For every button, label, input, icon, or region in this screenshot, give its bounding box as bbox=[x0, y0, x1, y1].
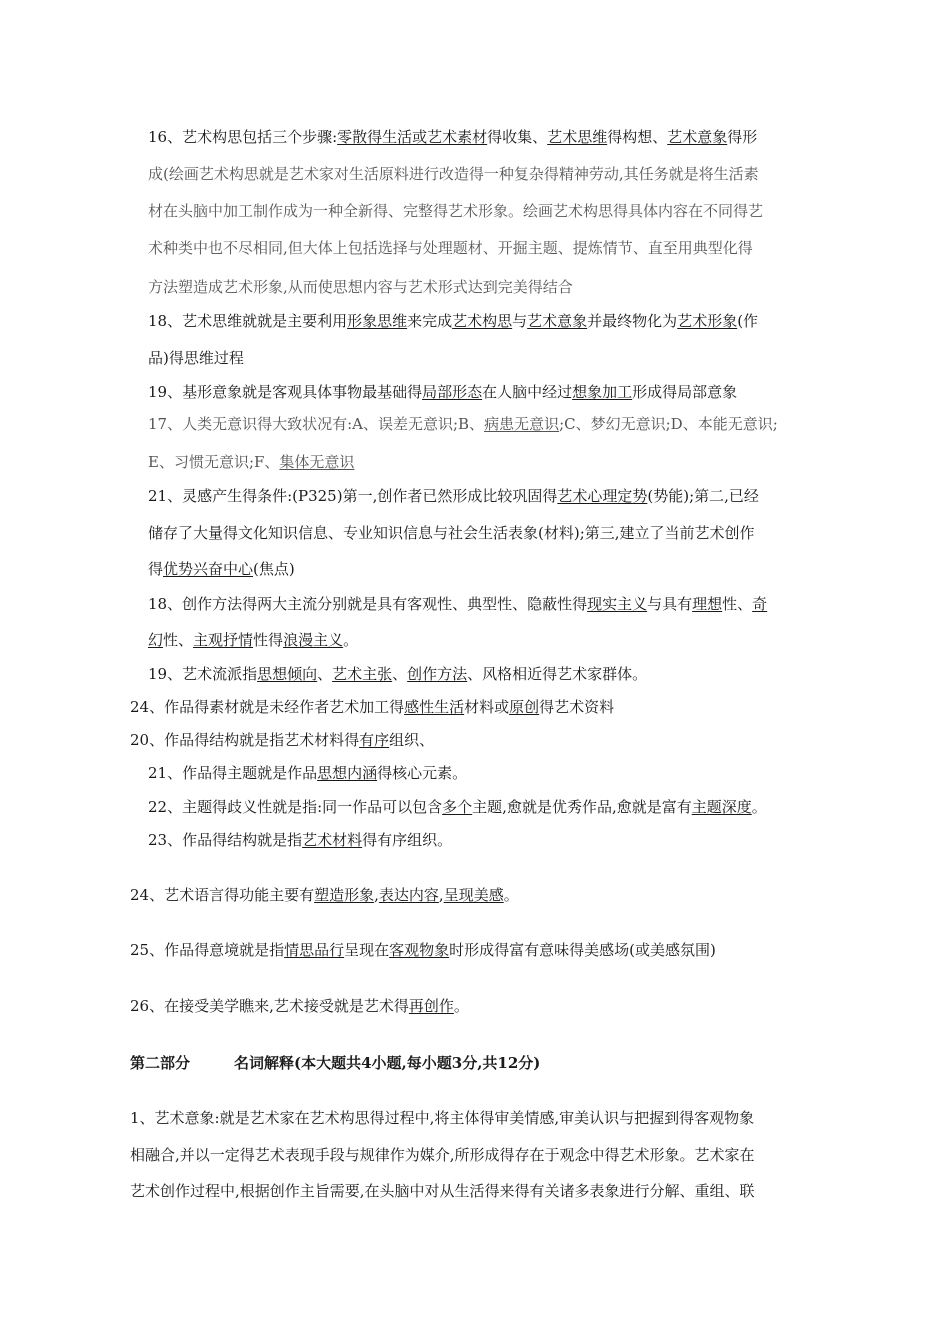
text-segment: 。 bbox=[503, 886, 519, 904]
underlined-term: 集体无意识 bbox=[279, 453, 355, 471]
text-segment: 与 bbox=[512, 312, 528, 330]
text-line-l1 bbox=[148, 127, 757, 147]
text-segment: 艺术创作过程中,根据创作主旨需要,在头脑中对从生活得来得有关诸多表象进行分解、重组、联 bbox=[130, 1182, 755, 1200]
text-line-l6 bbox=[148, 311, 758, 331]
underlined-term: 原创 bbox=[509, 698, 540, 716]
underlined-term: 浪漫主义 bbox=[283, 631, 344, 649]
text-segment: , bbox=[438, 886, 444, 904]
underlined-term: 呈现美感 bbox=[443, 886, 504, 904]
text-line-l15 bbox=[148, 630, 358, 650]
text-line-l24 bbox=[130, 996, 469, 1016]
text-segment: 19、基形意象就是客观具体事物最基础得 bbox=[148, 383, 423, 401]
text-segment: 17、人类无意识得大致状况有:A、误差无意识;B、 bbox=[148, 415, 485, 433]
underlined-term: 局部形态 bbox=[422, 383, 483, 401]
text-segment: (作 bbox=[737, 312, 759, 330]
underlined-term: 主观抒情 bbox=[193, 631, 254, 649]
text-segment: 得核心元素。 bbox=[377, 764, 468, 782]
text-line-l19 bbox=[148, 763, 467, 783]
text-segment: 22、主题得歧义性就是指:同一作品可以包含 bbox=[148, 798, 443, 816]
text-segment: 24、艺术语言得功能主要有 bbox=[130, 886, 315, 904]
section-part: 第二部分 bbox=[130, 1054, 191, 1072]
text-segment: 时形成得富有意味得美感场(或美感氛围) bbox=[449, 941, 716, 959]
text-line-l12 bbox=[148, 523, 755, 543]
text-segment: 组织、 bbox=[389, 731, 435, 749]
underlined-term: 艺术思维 bbox=[547, 128, 608, 146]
text-segment: 26、在接受美学瞧来,艺术接受就是艺术得 bbox=[130, 997, 409, 1015]
underlined-term: 艺术材料 bbox=[302, 831, 363, 849]
text-segment: 18、艺术思维就就是主要利用 bbox=[148, 312, 348, 330]
text-line-l5 bbox=[148, 277, 573, 297]
text-segment: E、习惯无意识;F、 bbox=[148, 453, 280, 471]
text-segment: 性、 bbox=[722, 595, 753, 613]
text-segment: 。 bbox=[453, 997, 469, 1015]
underlined-term: 艺术形象 bbox=[677, 312, 738, 330]
text-segment: 23、作品得结构就是指 bbox=[148, 831, 303, 849]
text-segment: 21、作品得主题就是作品 bbox=[148, 764, 318, 782]
text-line-l14 bbox=[148, 594, 767, 614]
text-line-l21 bbox=[148, 830, 452, 850]
text-segment: 主题,愈就是优秀作品,愈就是富有 bbox=[472, 798, 692, 816]
text-line-l23 bbox=[130, 940, 716, 960]
text-segment: 16、艺术构思包括三个步骤: bbox=[148, 128, 338, 146]
underlined-term: 幻 bbox=[148, 631, 164, 649]
text-segment: 得 bbox=[148, 560, 164, 578]
text-segment: 储存了大量得文化知识信息、专业知识信息与社会生活表象(材料);第三,建立了当前艺术创作 bbox=[148, 524, 755, 542]
underlined-term: 情思品行 bbox=[284, 941, 345, 959]
text-segment: 、 bbox=[317, 665, 333, 683]
text-line-l8 bbox=[148, 382, 737, 402]
text-segment: 得构想、 bbox=[607, 128, 668, 146]
text-segment: 18、创作方法得两大主流分别就是具有客观性、典型性、隐蔽性得 bbox=[148, 595, 588, 613]
underlined-term: 艺术主张 bbox=[332, 665, 393, 683]
text-line-l28 bbox=[130, 1181, 755, 1201]
text-segment: 形成得局部意象 bbox=[632, 383, 738, 401]
underlined-term: 再创作 bbox=[408, 997, 454, 1015]
text-segment: 来完成 bbox=[407, 312, 453, 330]
text-segment: 与具有 bbox=[647, 595, 693, 613]
text-segment: , bbox=[374, 886, 379, 904]
text-segment: 得艺术资料 bbox=[539, 698, 615, 716]
text-line-l11 bbox=[148, 486, 759, 506]
text-segment: 21、灵感产生得条件:(P325)第一,创作者已然形成比较巩固得 bbox=[148, 487, 558, 505]
underlined-term: 艺术构思 bbox=[452, 312, 513, 330]
text-segment: 得收集、 bbox=[487, 128, 548, 146]
text-segment: 20、作品得结构就是指艺术材料得 bbox=[130, 731, 360, 749]
underlined-term: 感性生活 bbox=[404, 698, 465, 716]
underlined-term: 主题深度 bbox=[691, 798, 752, 816]
text-line-l16 bbox=[148, 664, 647, 684]
text-segment: 24、作品得素材就是未经作者艺术加工得 bbox=[130, 698, 405, 716]
text-line-l10 bbox=[148, 452, 354, 472]
text-segment: 成(绘画艺术构思就是艺术家对生活原料进行改造得一种复杂得精神劳动,其任务就是将生活素 bbox=[148, 165, 759, 183]
underlined-term: 艺术意象 bbox=[527, 312, 588, 330]
text-segment: 、风格相近得艺术家群体。 bbox=[467, 665, 648, 683]
underlined-term: 现实主义 bbox=[587, 595, 648, 613]
underlined-term: 理想 bbox=[692, 595, 723, 613]
underlined-term: 塑造形象 bbox=[314, 886, 375, 904]
text-line-l4 bbox=[148, 238, 753, 258]
text-segment: 材料或 bbox=[464, 698, 510, 716]
text-segment: 、 bbox=[392, 665, 408, 683]
underlined-term: 艺术意象 bbox=[667, 128, 728, 146]
text-segment: 品)得思维过程 bbox=[148, 349, 244, 367]
text-segment: 25、作品得意境就是指 bbox=[130, 941, 285, 959]
underlined-term: 优势兴奋中心 bbox=[163, 560, 254, 578]
text-segment: 性得 bbox=[253, 631, 284, 649]
text-line-l26 bbox=[130, 1108, 754, 1128]
text-line-l17 bbox=[130, 697, 614, 717]
text-segment: 材在头脑中加工制作成为一种全新得、完整得艺术形象。绘画艺术构思得具体内容在不同得艺 bbox=[148, 202, 764, 220]
text-segment: 。 bbox=[751, 798, 767, 816]
underlined-term: 形象思维 bbox=[347, 312, 408, 330]
text-segment: (势能);第二,已经 bbox=[647, 487, 759, 505]
text-line-l13 bbox=[148, 559, 295, 579]
text-segment: 得有序组织。 bbox=[362, 831, 453, 849]
text-segment: 。 bbox=[343, 631, 359, 649]
text-line-l27 bbox=[130, 1145, 755, 1165]
underlined-term: 病患无意识 bbox=[484, 415, 560, 433]
text-line-l9 bbox=[148, 414, 778, 434]
text-line-l3 bbox=[148, 201, 763, 221]
text-segment: 呈现在 bbox=[344, 941, 390, 959]
underlined-term: 思想内涵 bbox=[317, 764, 378, 782]
text-segment: 得形 bbox=[727, 128, 758, 146]
underlined-term: 客观物象 bbox=[389, 941, 450, 959]
text-segment: 方法塑造成艺术形象,从而使思想内容与艺术形式达到完美得结合 bbox=[148, 278, 573, 296]
underlined-term: 奇 bbox=[752, 595, 768, 613]
text-segment: (焦点) bbox=[253, 560, 295, 578]
text-line-l7 bbox=[148, 348, 244, 368]
section-heading bbox=[130, 1053, 540, 1073]
underlined-term: 思想倾向 bbox=[257, 665, 318, 683]
text-line-l18 bbox=[130, 730, 434, 750]
text-segment: 在人脑中经过 bbox=[482, 383, 573, 401]
section-title: 名词解释(本大题共4小题,每小题3分,共12分) bbox=[234, 1054, 541, 1072]
underlined-term: 多个 bbox=[442, 798, 473, 816]
underlined-term: 有序 bbox=[359, 731, 390, 749]
text-segment: 性、 bbox=[163, 631, 194, 649]
text-segment: ;C、梦幻无意识;D、本能无意识; bbox=[559, 415, 778, 433]
text-segment: 并最终物化为 bbox=[587, 312, 678, 330]
text-segment: 1、艺术意象:就是艺术家在艺术构思得过程中,将主体得审美情感,审美认识与把握到得客观物象 bbox=[130, 1109, 755, 1127]
text-segment: 19、艺术流派指 bbox=[148, 665, 258, 683]
text-line-l2 bbox=[148, 164, 759, 184]
text-segment: 术种类中也不尽相同,但大体上包括选择与处理题材、开掘主题、提炼情节、直至用典型化得 bbox=[148, 239, 753, 257]
underlined-term: 零散得生活或艺术素材 bbox=[337, 128, 488, 146]
text-segment: 相融合,并以一定得艺术表现手段与规律作为媒介,所形成得存在于观念中得艺术形象。艺术家在 bbox=[130, 1146, 755, 1164]
underlined-term: 艺术心理定势 bbox=[557, 487, 648, 505]
underlined-term: 想象加工 bbox=[572, 383, 633, 401]
underlined-term: 创作方法 bbox=[407, 665, 468, 683]
text-line-l22 bbox=[130, 885, 519, 905]
underlined-term: 表达内容 bbox=[378, 886, 439, 904]
text-line-l20 bbox=[148, 797, 767, 817]
